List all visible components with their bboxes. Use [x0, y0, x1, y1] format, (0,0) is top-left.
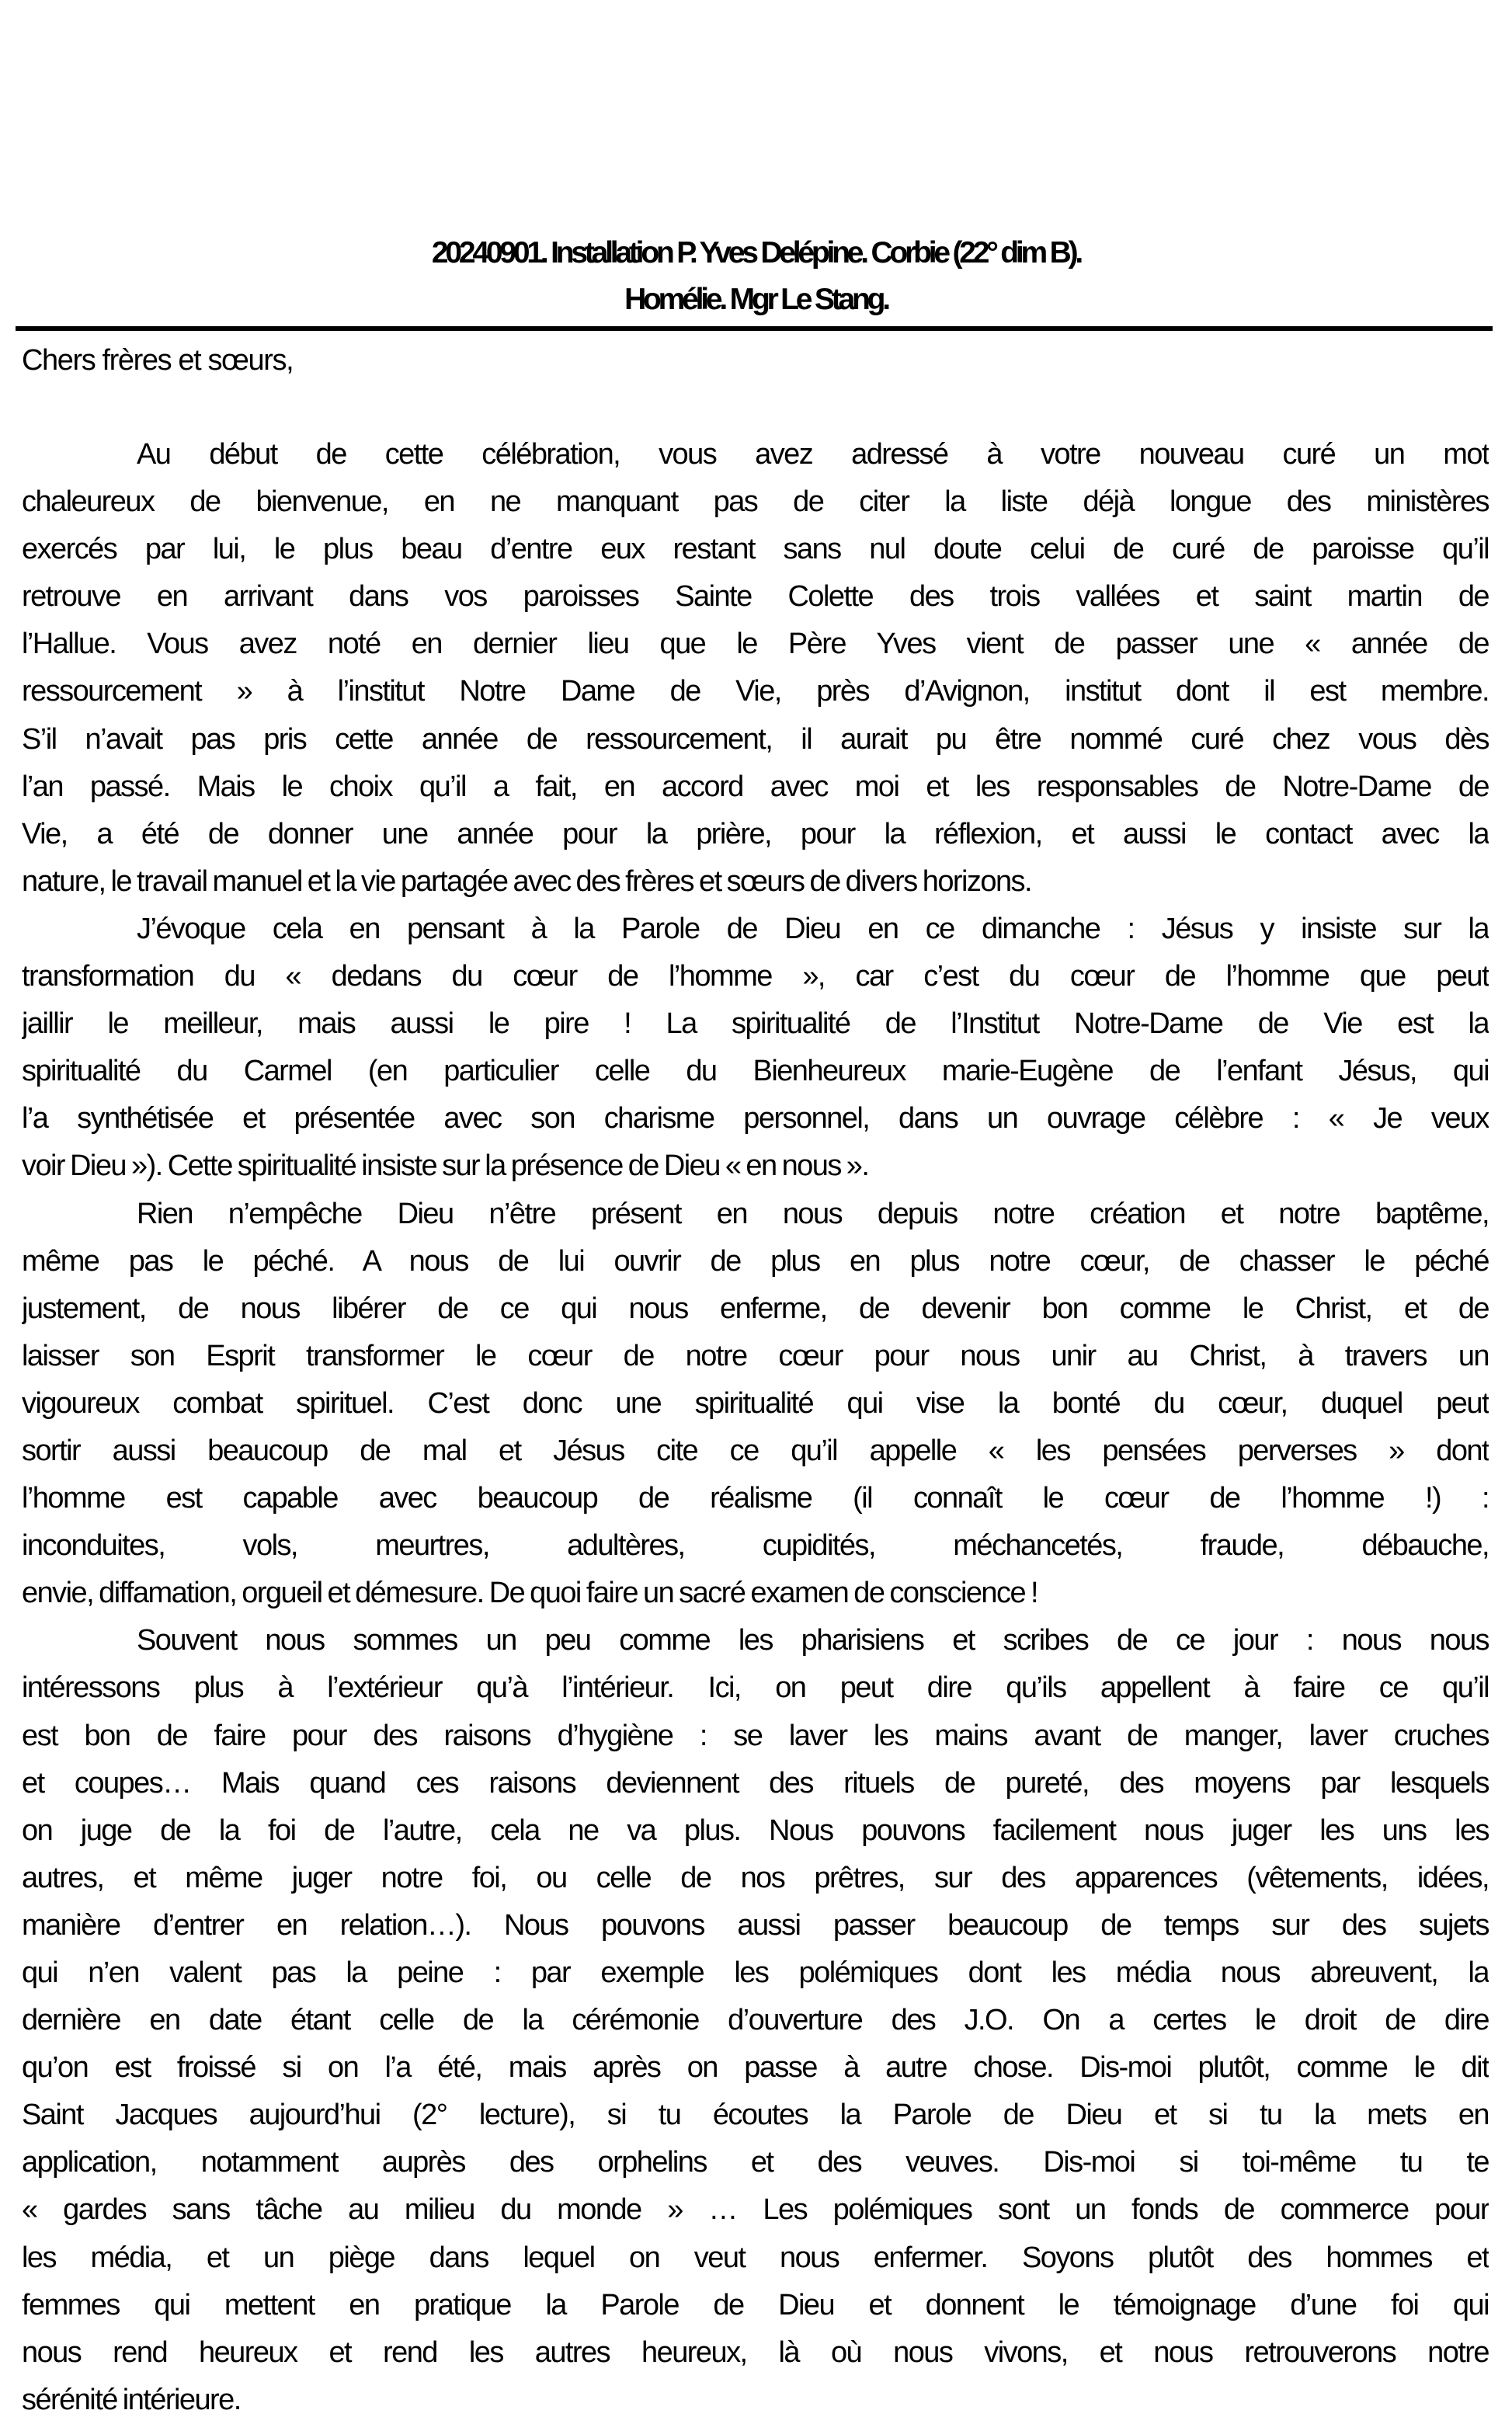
text-line: J’évoque cela en pensant à la Parole de Dieu en ce dimanche : Jésus y insiste sur la: [137, 912, 1489, 945]
text-line: intéressons plus à l’extérieur qu’à l’intérieur. Ici, on peut dire qu’ils appellent à faire ce qu’il: [22, 1671, 1489, 1705]
text-line: laisser son Esprit transformer le cœur de notre cœur pour nous unir au Christ, à travers un: [22, 1339, 1489, 1372]
text-line: « gardes sans tâche au milieu du monde » … Les polémiques sont un fonds de commerce pour: [22, 2193, 1489, 2227]
text-line: manière d’entrer en relation…). Nous pouvons aussi passer beaucoup de temps sur des sujets: [22, 1908, 1489, 1942]
text-line: chaleureux de bienvenue, en ne manquant pas de citer la liste déjà longue des ministères: [22, 485, 1489, 519]
text-line: transformation du « dedans du cœur de l’homme », car c’est du cœur de l’homme que peut: [22, 960, 1489, 993]
text-line: sortir aussi beaucoup de mal et Jésus cite ce qu’il appelle « les pensées perverses » dont: [22, 1434, 1489, 1467]
text-line: jaillir le meilleur, mais aussi le pire ! La spiritualité de l’Institut Notre-Dame de Vie est la: [22, 1007, 1489, 1041]
homily-body: [22, 431, 1489, 2424]
text-line: Au début de cette célébration, vous avez adressé à votre nouveau curé un mot: [137, 438, 1489, 471]
text-line: même pas le péché. A nous de lui ouvrir de plus en plus notre cœur, de chasser le péché: [22, 1244, 1489, 1278]
text-line: femmes qui mettent en pratique la Parole de Dieu et donnent le témoignage d’une foi qui: [22, 2288, 1489, 2321]
text-line: retrouve en arrivant dans vos paroisses Sainte Colette des trois vallées et saint martin de: [22, 580, 1489, 614]
title-line-2: Homélie. Mgr Le Stang.: [624, 283, 888, 316]
document-title: [0, 230, 1512, 323]
text-line: l’an passé. Mais le choix qu’il a fait, en accord avec moi et les responsables de Notre-Dame de: [22, 770, 1489, 803]
text-line: Rien n’empêche Dieu n’être présent en nous depuis notre création et notre baptême,: [137, 1197, 1489, 1230]
text-line: nous rend heureux et rend les autres heureux, là où nous vivons, et nous retrouverons notre: [22, 2335, 1489, 2369]
text-line: Saint Jacques aujourd’hui (2° lecture), si tu écoutes la Parole de Dieu et si tu la mets en: [22, 2099, 1489, 2132]
text-line: Vie, a été de donner une année pour la prière, pour la réflexion, et aussi le contact avec la: [22, 817, 1489, 850]
text-line: l’homme est capable avec beaucoup de réalisme (il connaît le cœur de l’homme !) :: [22, 1482, 1489, 1515]
text-line: justement, de nous libérer de ce qui nous enferme, de devenir bon comme le Christ, et de: [22, 1292, 1489, 1325]
text-line: sérénité intérieure.: [22, 2383, 241, 2416]
text-line: envie, diffamation, orgueil et démesure. De quoi faire un sacré examen de conscience !: [22, 1577, 1038, 1610]
text-line: spiritualité du Carmel (en particulier celle du Bienheureux marie-Eugène de l’enfant Jésus, qui: [22, 1055, 1489, 1088]
text-line: autres, et même juger notre foi, ou celle de nos prêtres, sur des apparences (vêtements, idées,: [22, 1861, 1489, 1894]
text-line: l’Hallue. Vous avez noté en dernier lieu que le Père Yves vient de passer une « année de: [22, 628, 1489, 661]
text-line: Souvent nous sommes un peu comme les pharisiens et scribes de ce jour : nous nous: [137, 1624, 1489, 1657]
text-line: nature, le travail manuel et la vie partagée avec des frères et sœurs de divers horizons.: [22, 864, 1031, 898]
text-line: ressourcement » à l’institut Notre Dame de Vie, près d’Avignon, institut dont il est membre.: [22, 675, 1489, 708]
text-line: et coupes… Mais quand ces raisons deviennent des rituels de pureté, des moyens par lesquels: [22, 1766, 1489, 1800]
paragraph: [22, 431, 1489, 906]
text-line: qu’on est froissé si on l’a été, mais après on passe à autre chose. Dis-moi plutôt, comme le dit: [22, 2051, 1489, 2085]
text-line: voir Dieu »). Cette spiritualité insiste sur la présence de Dieu « en nous ».: [22, 1149, 869, 1183]
paragraph: [22, 906, 1489, 1191]
text-line: S’il n’avait pas pris cette année de ressourcement, il aurait pu être nommé curé chez vous dès: [22, 722, 1489, 756]
text-line: qui n’en valent pas la peine : par exemple les polémiques dont les média nous abreuvent, la: [22, 1956, 1489, 1989]
text-line: vigoureux combat spirituel. C’est donc une spiritualité qui vise la bonté du cœur, duquel peut: [22, 1386, 1489, 1420]
text-line: les média, et un piège dans lequel on veut nous enfermer. Soyons plutôt des hommes et: [22, 2241, 1489, 2274]
text-line: exercés par lui, le plus beau d’entre eux restant sans nul doute celui de curé de paroisse qu’il: [22, 533, 1489, 566]
title-divider: [16, 326, 1493, 331]
paragraph: [22, 1617, 1489, 2424]
salutation: Chers frères et sœurs,: [22, 344, 294, 377]
paragraph: [22, 1191, 1489, 1618]
title-line-1: 20240901. Installation P. Yves Delépine. Corbie (22° dim B).: [431, 236, 1081, 270]
text-line: inconduites, vols, meurtres, adultères, cupidités, méchancetés, fraude, débauche,: [22, 1529, 1489, 1563]
text-line: on juge de la foi de l’autre, cela ne va plus. Nous pouvons facilement nous juger les uns les: [22, 1814, 1489, 1847]
text-line: dernière en date étant celle de la cérémonie d’ouverture des J.O. On a certes le droit de dire: [22, 2004, 1489, 2037]
text-line: est bon de faire pour des raisons d’hygiène : se laver les mains avant de manger, laver cruches: [22, 1719, 1489, 1752]
text-line: application, notamment auprès des orphelins et des veuves. Dis-moi si toi-même tu te: [22, 2146, 1489, 2179]
text-line: l’a synthétisée et présentée avec son charisme personnel, dans un ouvrage célèbre : « Je veux: [22, 1102, 1489, 1136]
